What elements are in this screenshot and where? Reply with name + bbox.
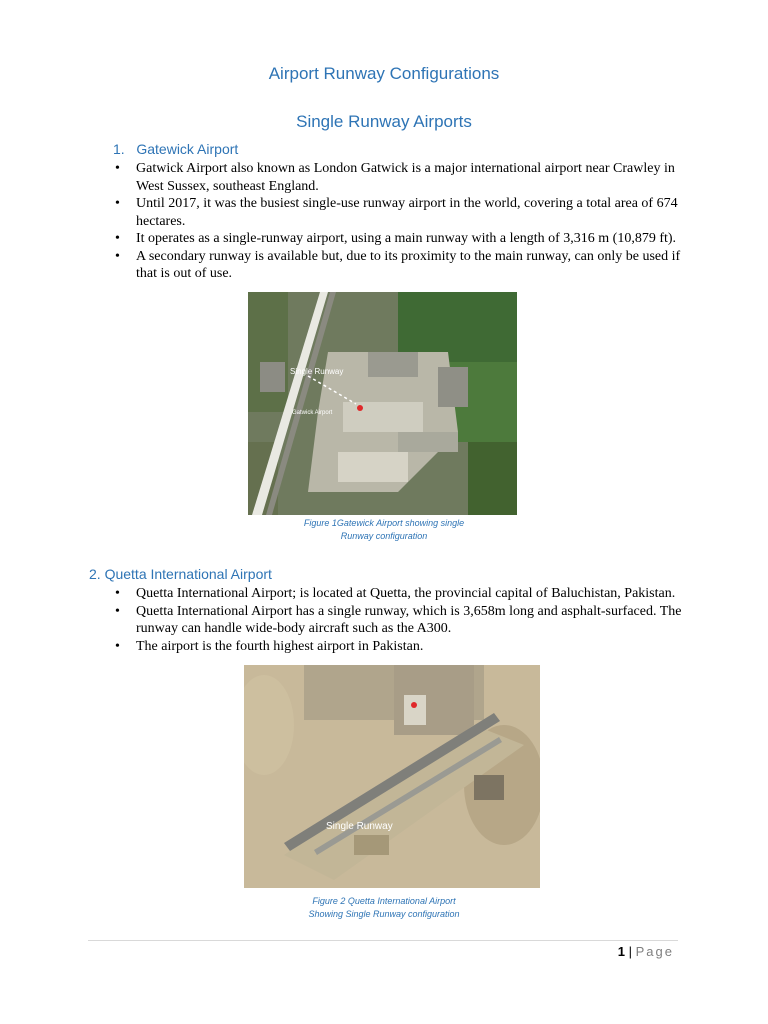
caption-line: Figure 2 Quetta International Airport [312, 896, 456, 906]
bullet-icon: • [115, 161, 120, 176]
list-item [112, 585, 682, 603]
bullet-icon: • [115, 586, 120, 601]
list-item [112, 603, 682, 638]
gatwick-aerial-image [248, 292, 517, 515]
bullet-icon: • [115, 231, 120, 246]
bullet-icon: • [115, 196, 120, 211]
bullet-list-quetta [112, 585, 682, 655]
caption-line: Runway configuration [340, 531, 428, 541]
image-label-single-runway: Single Runway [326, 821, 393, 832]
section-number: 1. [113, 141, 125, 157]
bullet-text: The airport is the fourth highest airport in Pakistan. [136, 638, 424, 654]
section-heading-quetta [89, 566, 272, 582]
page-number: 1 [617, 944, 625, 959]
bullet-text: Quetta International Airport has a single runway, which is 3,658m long and asphalt-surfaced. The runway can handle wide-body aircraft such as the A300. [136, 603, 682, 636]
bullet-list-gatwick [112, 160, 682, 283]
bullet-text: Quetta International Airport; is located at Quetta, the provincial capital of Baluchistan, Pakistan. [136, 586, 676, 601]
caption-line: Figure 1Gatewick Airport showing single [303, 518, 465, 528]
list-item [112, 248, 682, 283]
figure-caption-1 [0, 517, 768, 543]
bullet-text: Until 2017, it was the busiest single-use runway airport in the world, covering a total area of 674 hectares. [136, 196, 678, 229]
list-item [112, 638, 682, 656]
list-item [112, 160, 682, 195]
page-footer [618, 944, 674, 959]
caption-line: Showing Single Runway configuration [308, 909, 460, 919]
section-heading-gatwick [113, 141, 238, 157]
footer-separator: | [628, 944, 632, 959]
section-title: Gatewick Airport [136, 141, 239, 157]
list-item [112, 230, 682, 248]
figure-caption-2 [0, 895, 768, 921]
bullet-text: Gatwick Airport also known as London Gatwick is a major international airport near Crawley in West Sussex, southeast England. [136, 161, 675, 194]
bullet-text: A secondary runway is available but, due to its proximity to the main runway, can only be used if that is out of use. [136, 248, 681, 281]
footer-divider [88, 940, 678, 941]
page-word: Page [635, 944, 674, 959]
bullet-icon: • [115, 248, 120, 264]
image-label-single-runway: Single Runway [290, 367, 344, 376]
section-title: Quetta International Airport [104, 566, 272, 582]
document-title: Airport Runway Configurations [268, 64, 500, 83]
image-label-gatwick: Gatwick Airport [292, 410, 333, 416]
bullet-icon: • [115, 603, 120, 619]
bullet-icon: • [115, 638, 120, 654]
section-number: 2. [89, 566, 101, 582]
quetta-aerial-image [244, 665, 540, 888]
bullet-text: It operates as a single-runway airport, using a main runway with a length of 3,316 m (10,879 ft). [136, 231, 677, 246]
document-subtitle: Single Runway Airports [296, 112, 472, 131]
list-item [112, 195, 682, 230]
